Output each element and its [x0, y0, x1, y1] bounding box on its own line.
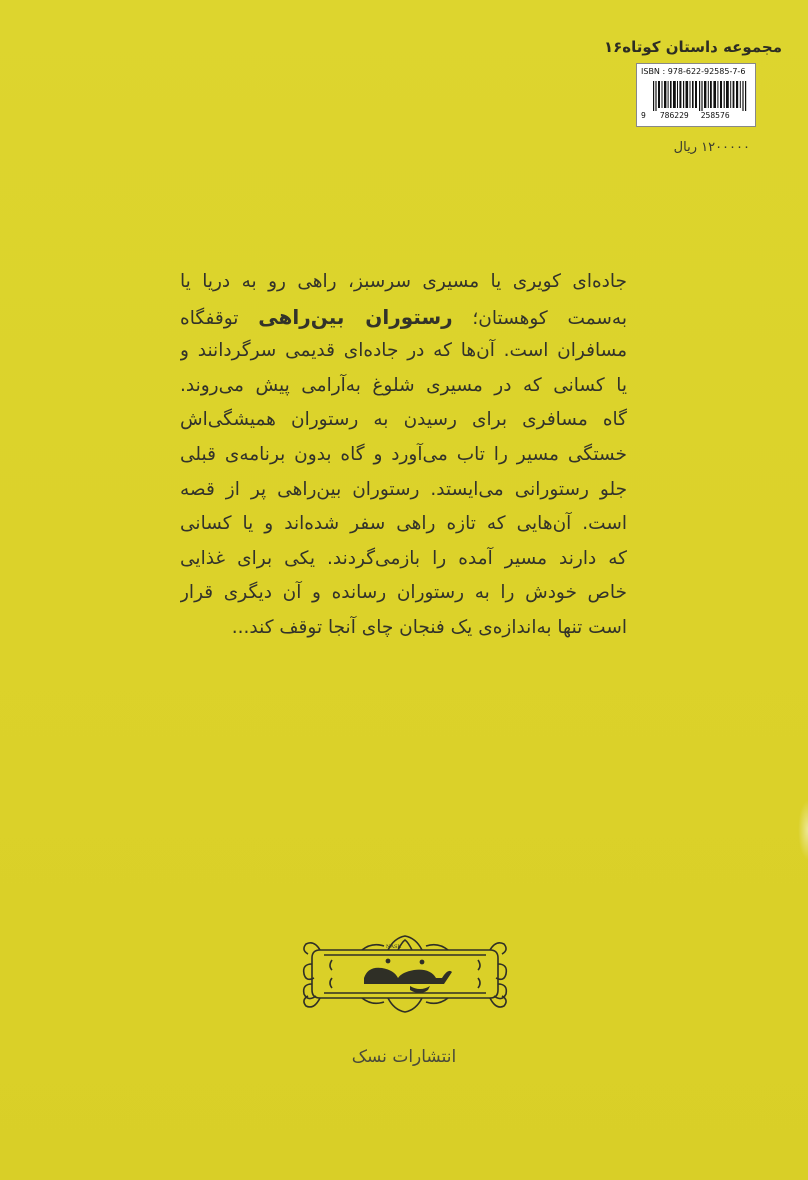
barcode-digit-group: 9: [641, 111, 646, 120]
publisher-logo-icon: [302, 928, 508, 1020]
barcode-digits: [641, 111, 751, 120]
blurb-line: [180, 300, 627, 335]
paper-edge-wear: [798, 800, 808, 860]
blurb-line: جاده‌ای کویری یا مسیری سرسبز، راهی رو به دریا یا: [180, 271, 627, 292]
logo-small-text: NASK: [386, 944, 402, 950]
blurb-line: است تنها به‌اندازه‌ی یک فنجان چای آنجا توقف کند...: [231, 616, 627, 638]
isbn-barcode-sticker: [636, 63, 756, 127]
blurb-line: خستگی مسیر را تاب می‌آورد و گاه بدون برنامه‌ی قبلی: [180, 443, 627, 465]
blurb-line: جلو رستورانی می‌ایستد. رستوران بین‌راهی پر از قصه: [180, 478, 627, 500]
blurb-line-text: به‌سمت کوهستان؛: [452, 307, 627, 329]
price-label: ۱۲۰۰۰۰۰ ریال: [673, 140, 750, 155]
blurb-line: خاص خودش را به رستوران رسانده و آن دیگری قرار: [180, 582, 627, 604]
blurb-line: است. آن‌هایی که تازه راهی سفر شده‌اند و یا کسانی: [180, 513, 627, 535]
barcode-digit-group: 258576: [700, 111, 730, 120]
blurb-line: یا کسانی که در مسیری شلوغ به‌آرامی پیش می‌روند.: [180, 374, 627, 396]
blurb-line: مسافران است. آن‌ها که در جاده‌ای قدیمی سرگردانند و: [180, 340, 627, 362]
blurb-paragraph: [180, 265, 627, 646]
blurb-line: که دارند مسیر آمده را بازمی‌گردند. یکی برای غذایی: [180, 547, 627, 569]
book-title-emphasis: رستوران بین‌راهی: [258, 304, 453, 329]
blurb-line: گاه مسافری برای رسیدن به رستوران همیشگی‌اش: [180, 409, 627, 431]
blurb-line-text: توقفگاه: [180, 307, 259, 329]
series-title: مجموعه داستان کوتاه۱۶: [603, 38, 782, 56]
publisher-name: انتشارات نسک: [351, 1047, 457, 1067]
isbn-text: ISBN : 978-622-92585-7-6: [641, 67, 746, 76]
barcode-digit-group: 786229: [659, 111, 689, 120]
barcode-icon: [653, 81, 749, 111]
